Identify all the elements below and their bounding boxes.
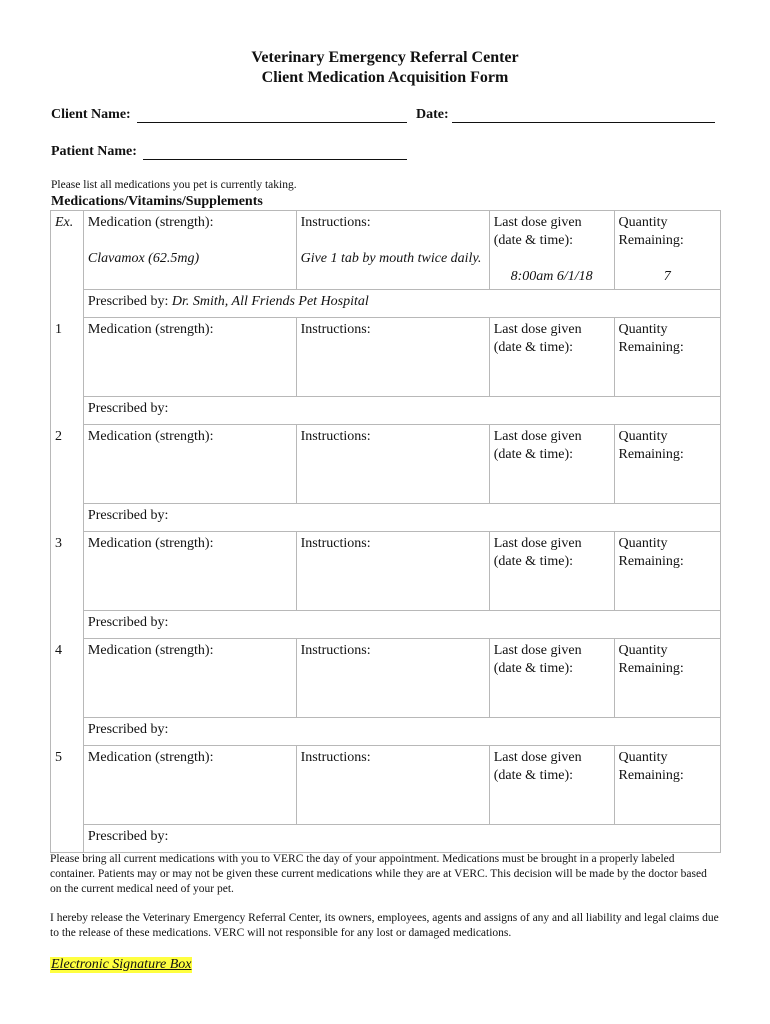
prescribed-by-label: Prescribed by: <box>87 722 169 737</box>
last-dose-header-1: Last dose given <box>493 215 582 230</box>
instructions-header: Instructions: <box>300 750 371 765</box>
quantity-header-1: Quantity <box>618 750 668 765</box>
example-medication: Clavamox (62.5mg) <box>87 251 200 266</box>
quantity-header-2: Remaining: <box>618 233 684 248</box>
last-dose-header-2: (date & time): <box>493 233 574 248</box>
bring-medications-paragraph: Please bring all current medications with you to VERC the day of your appointment. Medications must be brought in a properly labeled container. Patients may or may not be given these current medications while they are at VERC. This decision will be made by the doctor based on the current medical need of your pet. <box>50 853 707 895</box>
prescribed-by-label: Prescribed by: <box>87 508 169 523</box>
last-dose-cell[interactable] <box>489 211 614 290</box>
medication-header: Medication (strength): <box>87 215 214 230</box>
client-name-field[interactable] <box>137 122 407 123</box>
last-dose-cell[interactable] <box>489 746 614 825</box>
form-title: Veterinary Emergency Referral Center <box>251 49 519 66</box>
quantity-cell[interactable] <box>614 746 721 825</box>
example-instructions: Give 1 tab by mouth twice daily. <box>300 251 482 266</box>
medication-cell[interactable] <box>83 211 296 290</box>
quantity-cell[interactable] <box>614 318 721 397</box>
instructions-cell[interactable] <box>296 211 489 290</box>
quantity-header-2: Remaining: <box>618 661 684 676</box>
medication-header: Medication (strength): <box>87 643 214 658</box>
last-dose-cell[interactable] <box>489 318 614 397</box>
last-dose-header-1: Last dose given <box>493 536 582 551</box>
quantity-header-2: Remaining: <box>618 768 684 783</box>
section-title: Medications/Vitamins/Supplements <box>51 194 263 209</box>
electronic-signature-box[interactable]: Electronic Signature Box <box>51 957 192 972</box>
instructions-cell[interactable] <box>296 425 489 504</box>
medication-header: Medication (strength): <box>87 429 214 444</box>
prescribed-by-cell[interactable] <box>83 504 720 532</box>
quantity-cell[interactable] <box>614 211 721 290</box>
last-dose-header-1: Last dose given <box>493 643 582 658</box>
table-row <box>51 425 721 504</box>
medication-cell[interactable] <box>83 639 296 718</box>
prescribed-by-cell[interactable] <box>83 290 720 318</box>
prescribed-by-label: Prescribed by: <box>87 829 169 844</box>
client-name-label: Client Name: <box>51 107 131 122</box>
example-quantity: 7 <box>663 269 671 284</box>
last-dose-header-2: (date & time): <box>493 447 574 462</box>
row-number: 4 <box>51 639 84 746</box>
quantity-header-2: Remaining: <box>618 447 684 462</box>
medication-cell[interactable] <box>83 746 296 825</box>
quantity-header-1: Quantity <box>618 429 668 444</box>
instructions-header: Instructions: <box>300 322 371 337</box>
quantity-header-1: Quantity <box>618 536 668 551</box>
table-row-example <box>51 211 721 290</box>
prescribed-by-cell[interactable] <box>83 718 720 746</box>
instructions-note: Please list all medications you pet is currently taking. <box>51 179 297 191</box>
table-row <box>51 639 721 718</box>
quantity-cell[interactable] <box>614 425 721 504</box>
row-number: 2 <box>51 425 84 532</box>
instructions-header: Instructions: <box>300 215 371 230</box>
row-number: 3 <box>51 532 84 639</box>
medication-header: Medication (strength): <box>87 322 214 337</box>
table-row <box>51 532 721 611</box>
last-dose-header-2: (date & time): <box>493 554 574 569</box>
patient-name-label: Patient Name: <box>51 144 137 159</box>
table-row-prescribed <box>51 397 721 425</box>
table-row <box>51 746 721 825</box>
last-dose-cell[interactable] <box>489 425 614 504</box>
row-number: 1 <box>51 318 84 425</box>
prescribed-by-cell[interactable] <box>83 397 720 425</box>
release-paragraph: I hereby release the Veterinary Emergency Referral Center, its owners, employees, agents and assigns of any and all liability and legal claims due to the release of these medications. VERC will not responsible for any lost or damaged medications. <box>50 912 719 939</box>
table-row-prescribed <box>51 504 721 532</box>
medication-cell[interactable] <box>83 532 296 611</box>
last-dose-cell[interactable] <box>489 532 614 611</box>
prescribed-by-label: Prescribed by: <box>87 401 169 416</box>
last-dose-header-1: Last dose given <box>493 322 582 337</box>
last-dose-header-2: (date & time): <box>493 340 574 355</box>
table-row <box>51 318 721 397</box>
row-number: Ex. <box>51 211 84 318</box>
patient-name-field[interactable] <box>143 159 407 160</box>
date-field[interactable] <box>452 122 715 123</box>
quantity-header-2: Remaining: <box>618 340 684 355</box>
table-row-prescribed <box>51 718 721 746</box>
example-last-dose: 8:00am 6/1/18 <box>510 269 593 284</box>
instructions-header: Instructions: <box>300 643 371 658</box>
instructions-header: Instructions: <box>300 536 371 551</box>
last-dose-header-2: (date & time): <box>493 768 574 783</box>
prescribed-by-label: Prescribed by: <box>87 294 169 309</box>
table-row-prescribed <box>51 825 721 853</box>
example-prescribed-by: Dr. Smith, All Friends Pet Hospital <box>171 294 369 309</box>
medication-cell[interactable] <box>83 425 296 504</box>
quantity-cell[interactable] <box>614 639 721 718</box>
table-row-prescribed <box>51 611 721 639</box>
instructions-cell[interactable] <box>296 318 489 397</box>
last-dose-header-1: Last dose given <box>493 429 582 444</box>
table-row-example-prescribed <box>51 290 721 318</box>
quantity-header-1: Quantity <box>618 643 668 658</box>
date-label: Date: <box>416 107 449 122</box>
form-subtitle: Client Medication Acquisition Form <box>261 69 509 86</box>
last-dose-cell[interactable] <box>489 639 614 718</box>
instructions-cell[interactable] <box>296 532 489 611</box>
quantity-cell[interactable] <box>614 532 721 611</box>
instructions-cell[interactable] <box>296 639 489 718</box>
prescribed-by-cell[interactable] <box>83 825 720 853</box>
instructions-cell[interactable] <box>296 746 489 825</box>
quantity-header-1: Quantity <box>618 322 668 337</box>
medication-header: Medication (strength): <box>87 536 214 551</box>
last-dose-header-2: (date & time): <box>493 661 574 676</box>
quantity-header-2: Remaining: <box>618 554 684 569</box>
medication-cell[interactable] <box>83 318 296 397</box>
prescribed-by-label: Prescribed by: <box>87 615 169 630</box>
prescribed-by-cell[interactable] <box>83 611 720 639</box>
instructions-header: Instructions: <box>300 429 371 444</box>
medications-table <box>50 210 721 853</box>
medication-header: Medication (strength): <box>87 750 214 765</box>
quantity-header-1: Quantity <box>618 215 668 230</box>
row-number: 5 <box>51 746 84 853</box>
last-dose-header-1: Last dose given <box>493 750 582 765</box>
